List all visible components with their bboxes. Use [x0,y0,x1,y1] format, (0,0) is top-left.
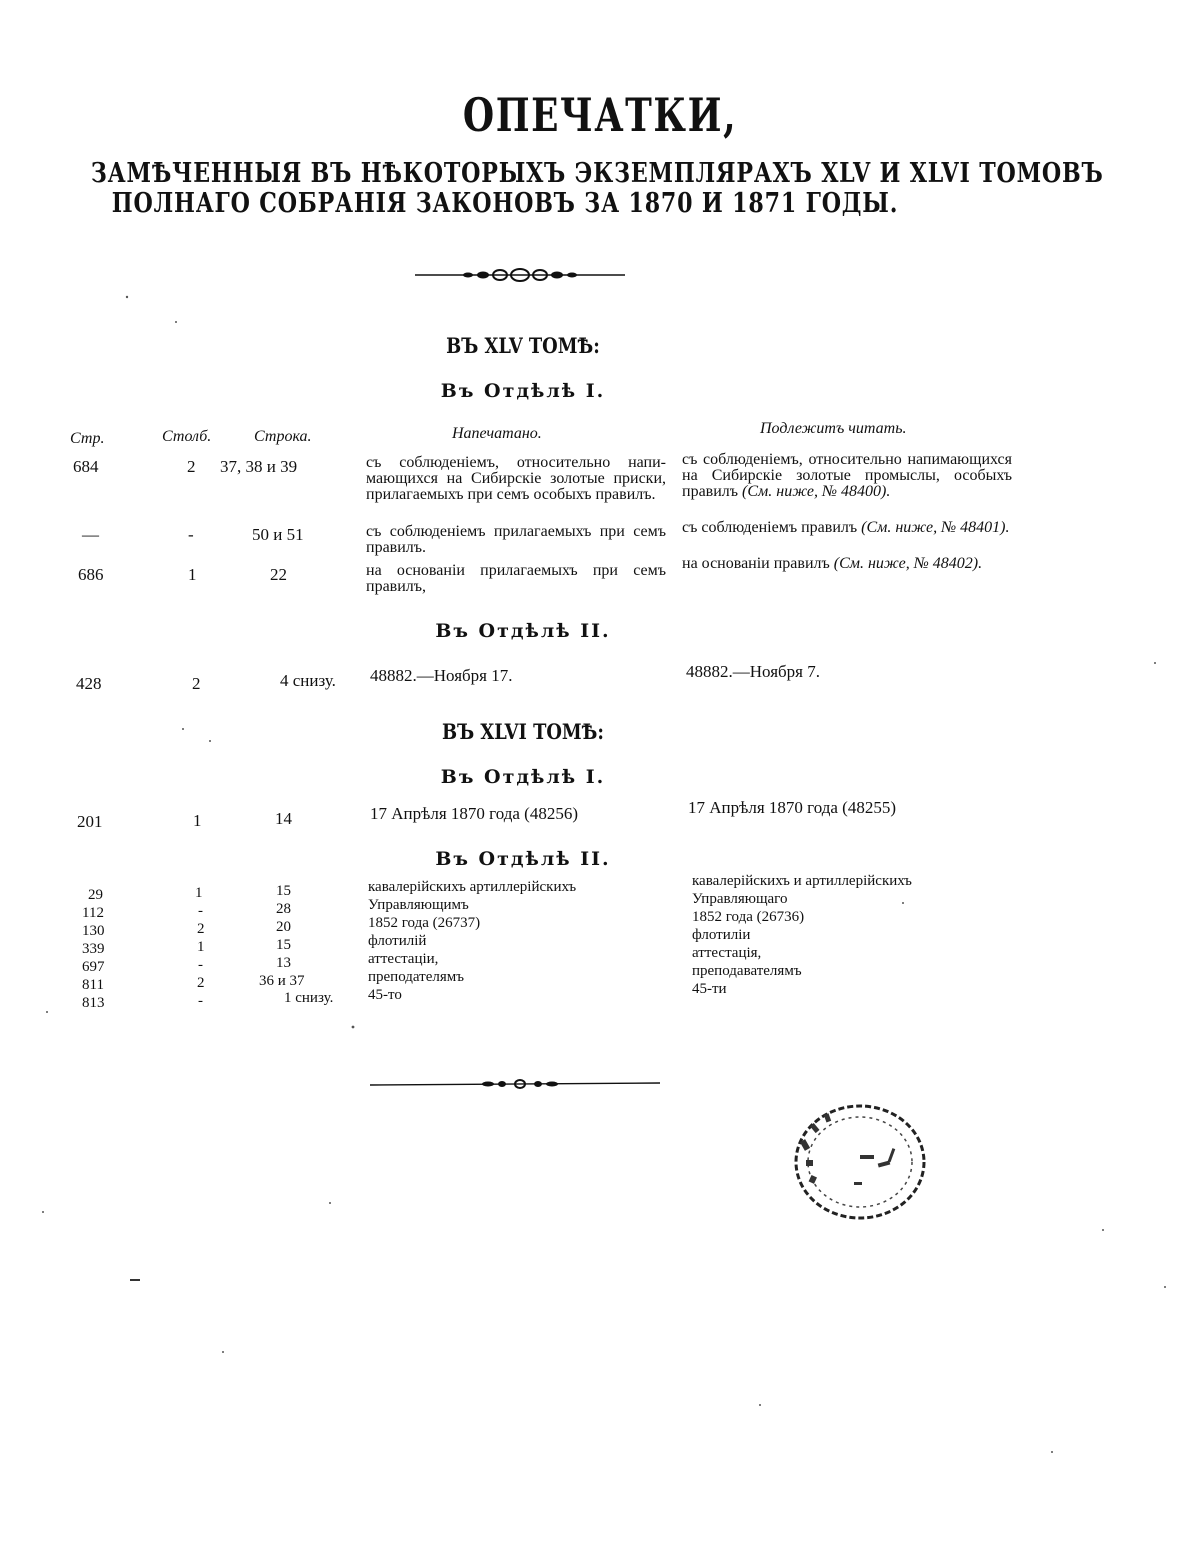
row-printed: кавалерійскихъ артиллерійскихъ [368,879,577,895]
row-read-reference: (См. ниже, № 48400). [742,483,891,500]
row-printed: 48882.—Ноября 17. [370,666,513,685]
row-printed: 17 Апрѣля 1870 года (48256) [370,804,578,823]
row-page: — [82,525,99,544]
row-printed: съ соблюденіемъ, относительно напимающихся на Сибирскіе золотые приски, прилагаемыхъ при семъ особыхъ правилъ. [366,454,666,503]
row-line: 13 [276,955,291,971]
row-page: 428 [76,674,102,693]
section-title: Въ Отдѣлѣ II. [435,620,611,642]
row-read: преподавателямъ [692,963,802,979]
row-line: 22 [270,565,287,584]
row-line: 14 [275,809,292,828]
row-line: 4 снизу. [280,671,336,690]
row-printed: 1852 года (26737) [368,915,481,931]
row-read: 48882.—Ноября 7. [686,662,820,681]
row-column: 1 [188,565,197,584]
header-read: Подлежитъ читать. [760,420,907,437]
row-page: 813 [82,995,105,1011]
row-printed: Управляющимъ [368,897,469,913]
row-line: 36 и 37 [259,973,305,989]
row-page: 686 [78,565,104,584]
row-line: 20 [276,919,291,935]
row-read: 17 Апрѣля 1870 года (48255) [688,798,896,817]
row-page: 811 [82,977,104,993]
row-read: кавалерійскихъ и артиллерійскихъ [692,873,912,889]
row-column: 1 [197,939,205,955]
row-column: 2 [197,921,205,937]
row-line: 15 [276,937,291,953]
row-page: 201 [77,812,103,831]
row-read: аттестація, [692,945,762,961]
row-printed: флотилій [368,933,427,949]
row-line: 50 и 51 [252,525,304,544]
row-read-text: съ соблюденіемъ правилъ [682,519,858,536]
subtitle-line-2: ПОЛНАГО СОБРАНІЯ ЗАКОНОВЪ ЗА 1870 И 1871 ГОДЫ. [111,188,899,219]
volume-title: ВЪ XLVI ТОМѢ: [442,719,604,744]
row-printed: на основаніи прилагаемыхъ при семъ правилъ, [366,562,666,595]
header-printed: Напечатано. [452,425,542,442]
row-printed: съ соблюденіемъ прилагаемыхъ при семъ правилъ. [366,523,666,556]
row-column: - [198,957,203,973]
row-column: 2 [192,674,201,693]
row-printed: аттестаціи, [368,951,439,967]
row-read: Управляющаго [692,891,788,907]
row-line: 1 снизу. [284,990,334,1006]
header-page: Стр. [70,430,105,447]
row-line: 37, 38 и 39 [220,457,298,476]
row-column: - [198,993,203,1009]
header-column: Столб. [162,428,212,445]
section-title: Въ Отдѣлѣ I. [440,380,606,402]
row-read: 1852 года (26736) [692,909,805,925]
row-read-reference: (См. ниже, № 48401). [861,519,1010,536]
row-read-text: съ соблюденіемъ, относительно напимающихся на Сибирскіе золотые промыслы, особыхъ правилъ [682,451,1012,500]
subtitle-line-1: ЗАМѢЧЕННЫЯ ВЪ НѢКОТОРЫХЪ ЭКЗЕМПЛЯРАХЪ XLV И XLVI ТОМОВЪ [90,158,1104,189]
row-column: 1 [195,885,203,901]
row-printed: 45-то [368,987,402,1003]
volume-title: ВЪ XLV ТОМѢ: [446,333,600,358]
row-read-reference: (См. ниже, № 48402). [833,555,983,572]
row-column: 1 [193,811,202,830]
row-page: 130 [82,923,105,939]
row-page: 684 [73,457,99,476]
row-read: 45-ти [692,981,727,997]
row-column: - [188,525,194,544]
row-page: 112 [82,905,104,921]
row-read-text: на основаніи правилъ [682,555,830,572]
row-page: 29 [88,887,103,903]
row-page: 697 [82,959,105,975]
section-title: Въ Отдѣлѣ II. [435,848,611,870]
header-line: Строка. [254,428,312,445]
row-line: 28 [276,901,291,917]
row-line: 15 [276,883,291,899]
row-page: 339 [82,941,105,957]
row-column: - [198,903,203,919]
row-printed: преподателямъ [368,969,465,985]
page-title: ОПЕЧАТКИ, [462,88,738,142]
row-column: 2 [187,457,196,476]
row-column: 2 [197,975,205,991]
section-title: Въ Отдѣлѣ I. [440,766,606,788]
row-read: флотиліи [692,927,751,943]
